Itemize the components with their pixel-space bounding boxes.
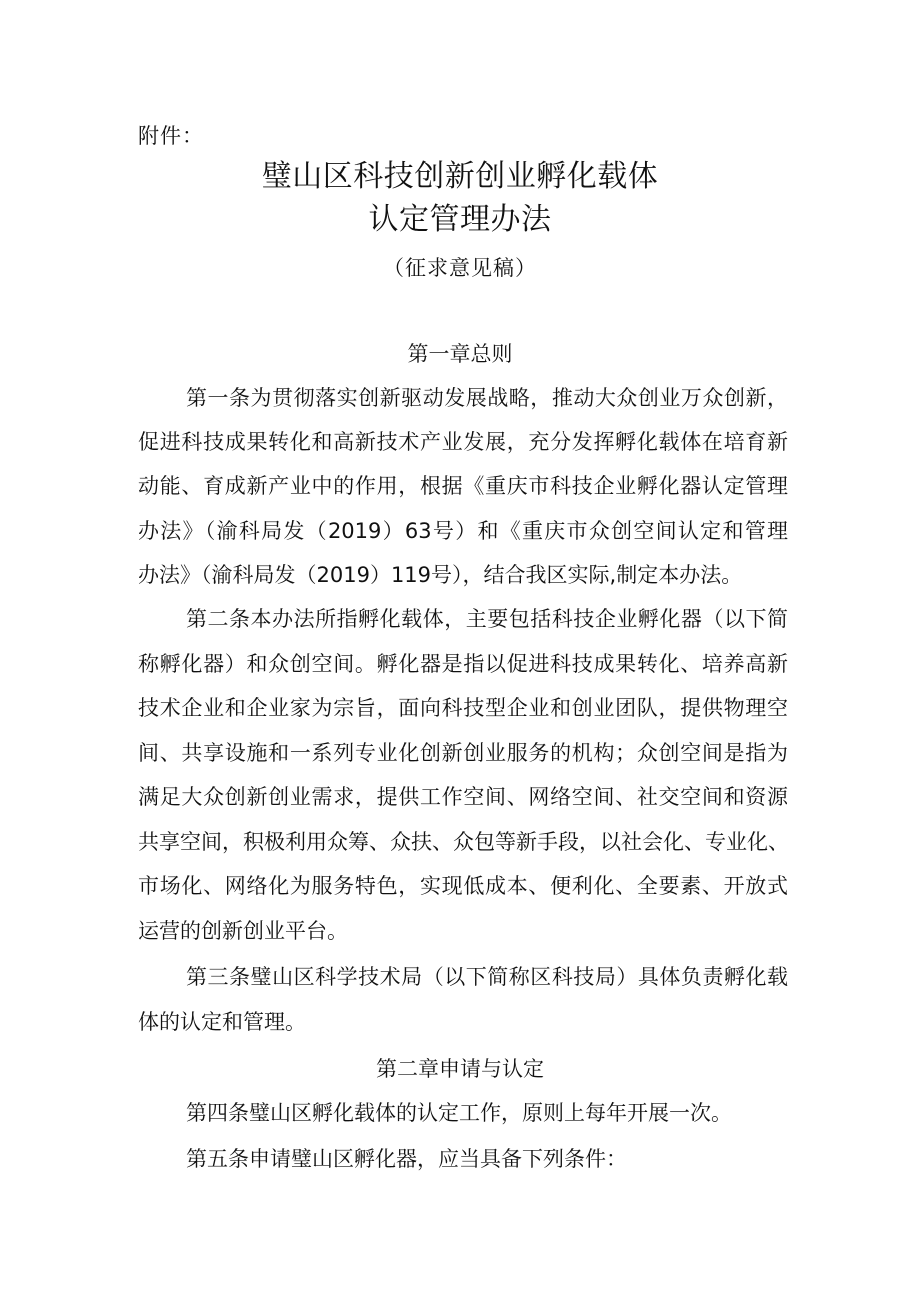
article-1-line-3: 动能、育成新产业中的作用，根据《重庆市科技企业孵化器认定管理 xyxy=(138,474,788,498)
article-2-line-2: 称孵化器）和众创空间。孵化器是指以促进科技成果转化、培养高新 xyxy=(138,652,788,676)
article-1-line-5: 办法》（渝科局发（2019）119号），结合我区实际,制定本办法。 xyxy=(138,563,743,587)
article-2-line-8: 运营的创新创业平台。 xyxy=(138,919,348,943)
attachment-label: 附件： xyxy=(138,124,204,148)
article-1-line-2: 促进科技成果转化和高新技术产业发展，充分发挥孵化载体在培育新 xyxy=(138,430,788,454)
article-3-line-1: 第三条璧山区科学技术局（以下简称区科技局）具体负责孵化载 xyxy=(186,965,788,989)
chapter-heading-2: 第二章申请与认定 xyxy=(376,1057,544,1081)
article-4-line-1: 第四条璧山区孵化载体的认定工作，原则上每年开展一次。 xyxy=(186,1101,732,1125)
article-1-line-1: 第一条为贯彻落实创新驱动发展战略，推动大众创业万众创新， xyxy=(186,386,788,410)
article-2-line-4: 间、共享设施和一系列专业化创新创业服务的机构；众创空间是指为 xyxy=(138,741,788,765)
document-title-line-1: 璧山区科技创新创业孵化载体 xyxy=(261,159,659,194)
document-title-line-2: 认定管理办法 xyxy=(368,202,552,237)
article-2-line-3: 技术企业和企业家为宗旨，面向科技型企业和创业团队，提供物理空 xyxy=(138,696,788,720)
article-2-line-1: 第二条本办法所指孵化载体，主要包括科技企业孵化器（以下简 xyxy=(186,607,788,631)
document-subtitle: （征求意见稿） xyxy=(383,256,537,280)
article-5-line-1: 第五条申请璧山区孵化器，应当具备下列条件： xyxy=(186,1147,627,1171)
article-2-line-5: 满足大众创新创业需求，提供工作空间、网络空间、社交空间和资源 xyxy=(138,785,788,809)
chapter-heading-1: 第一章总则 xyxy=(407,342,513,366)
article-2-line-7: 市场化、网络化为服务特色，实现低成本、便利化、全要素、开放式 xyxy=(138,874,788,898)
article-1-line-4: 办法》（渝科局发（2019）63号）和《重庆市众创空间认定和管理 xyxy=(138,519,788,543)
article-3-line-2: 体的认定和管理。 xyxy=(138,1010,306,1034)
article-2-line-6: 共享空间，积极利用众筹、众扶、众包等新手段，以社会化、专业化、 xyxy=(138,830,789,854)
